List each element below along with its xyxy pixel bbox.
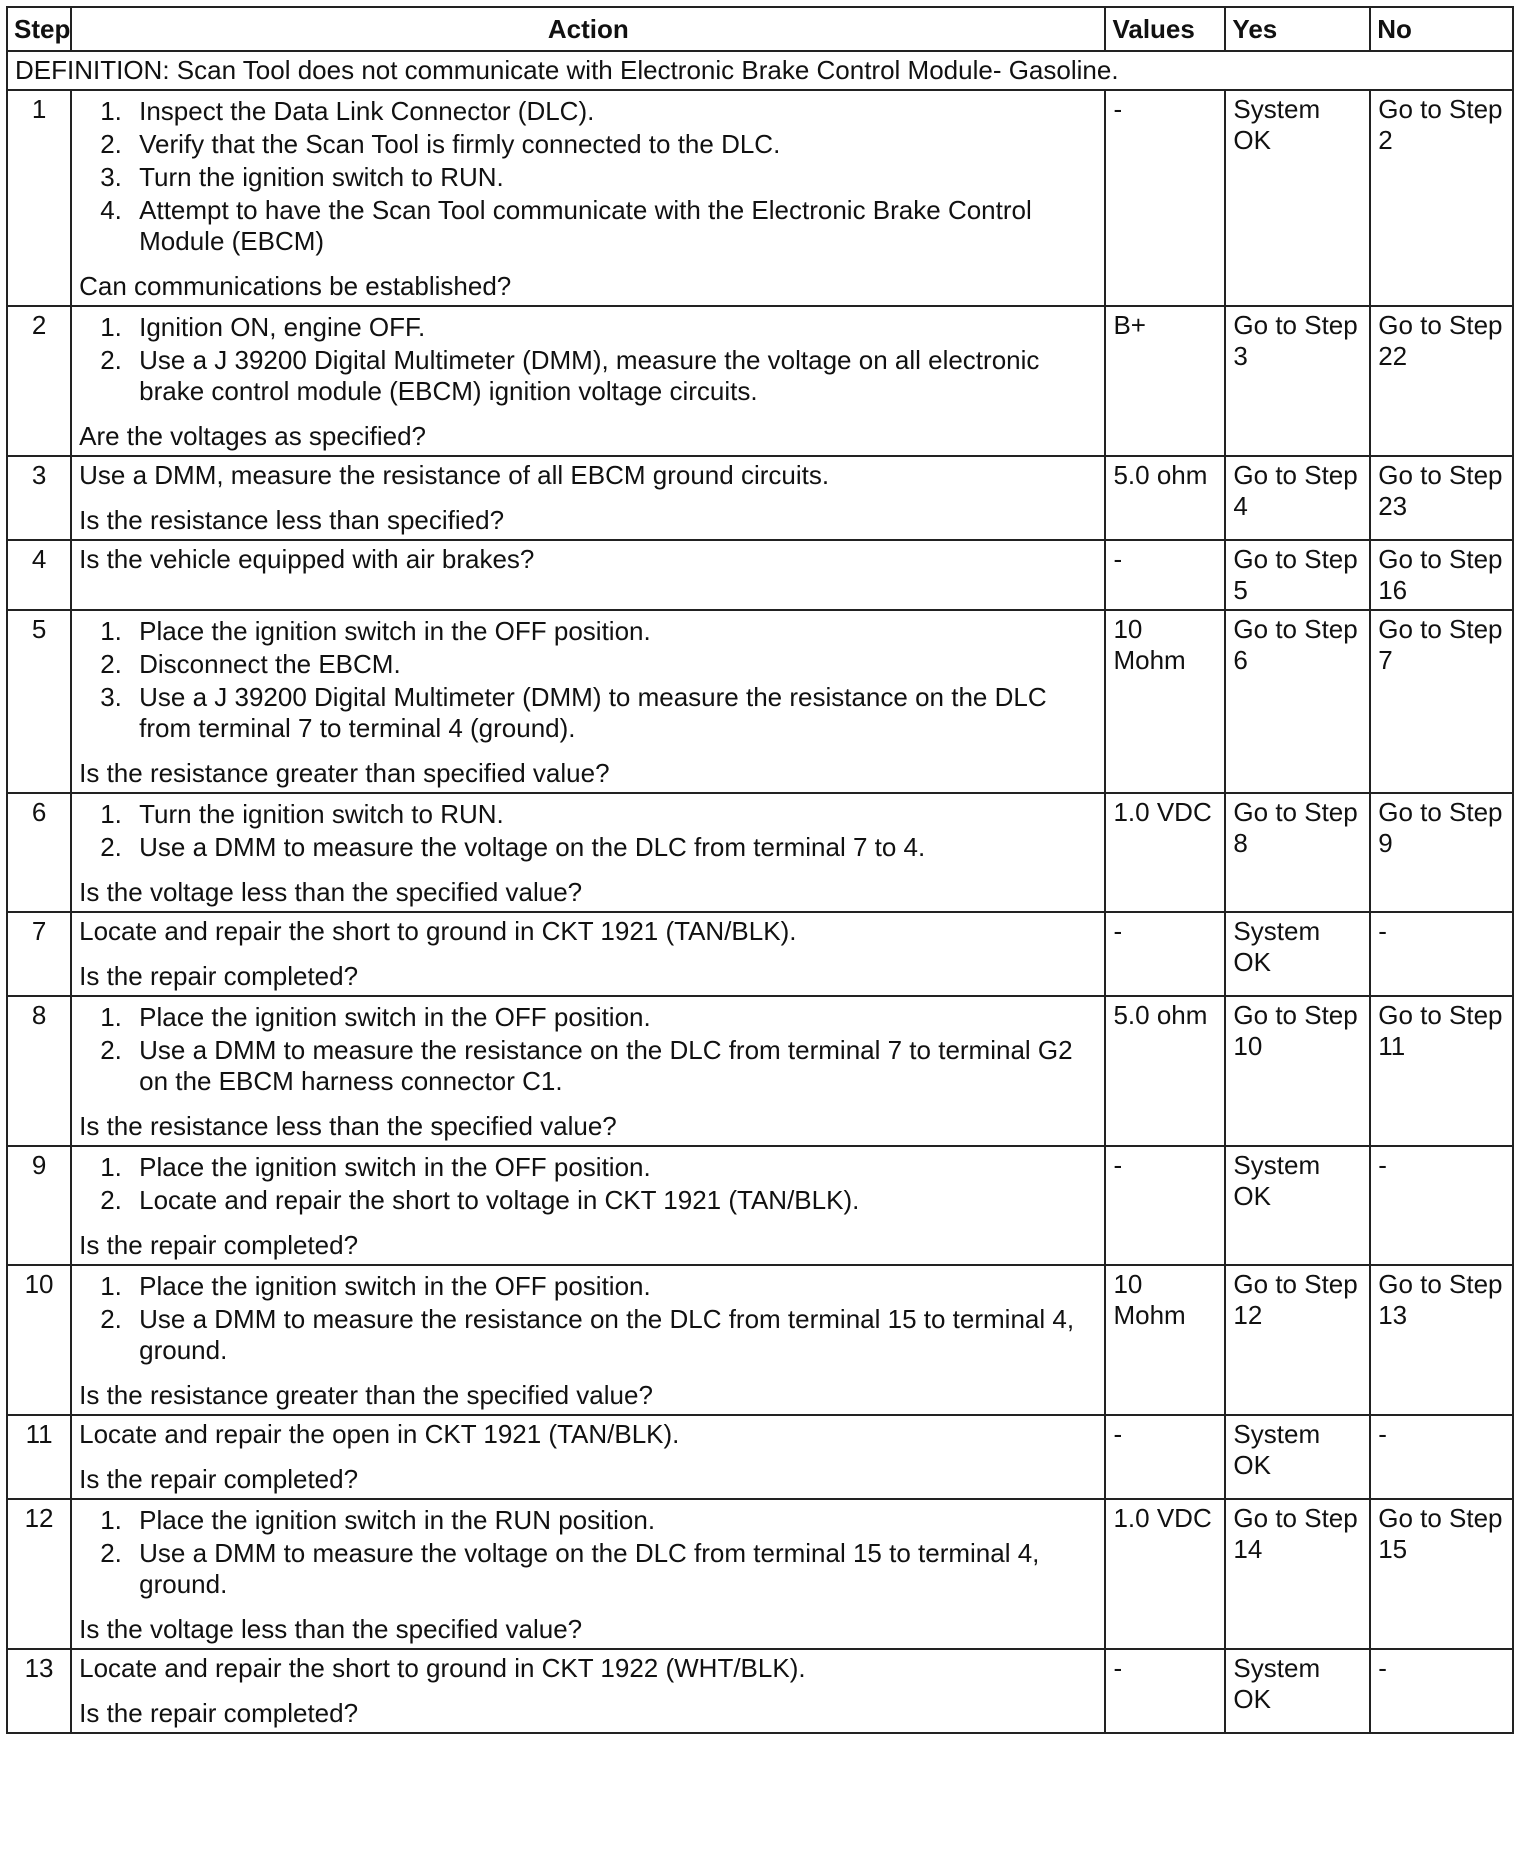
header-step: Step	[7, 7, 71, 51]
action-item: 1. Place the ignition switch in the OFF position.	[129, 1271, 1097, 1302]
action-cell	[71, 793, 1105, 912]
action-question: Is the resistance less than the specified value?	[79, 1111, 617, 1141]
action-item: 2. Verify that the Scan Tool is firmly connected to the DLC.	[129, 129, 1097, 160]
yes-cell: System OK	[1225, 90, 1370, 306]
action-item: 1. Place the ignition switch in the OFF position.	[129, 1152, 1097, 1183]
definition-text: DEFINITION: Scan Tool does not communicate with Electronic Brake Control Module- Gasoline.	[7, 51, 1513, 90]
no-cell: -	[1370, 1649, 1513, 1733]
table-row	[7, 456, 1513, 540]
action-cell	[71, 306, 1105, 456]
step-number: 1	[7, 90, 71, 306]
action-question: Is the voltage less than the specified value?	[79, 1614, 583, 1644]
yes-cell: Go to Step 8	[1225, 793, 1370, 912]
values-cell: B+	[1105, 306, 1225, 456]
no-cell: Go to Step 23	[1370, 456, 1513, 540]
action-item: 3. Turn the ignition switch to RUN.	[129, 162, 1097, 193]
action-cell	[71, 1649, 1105, 1733]
table-row	[7, 1499, 1513, 1649]
action-item: 1. Ignition ON, engine OFF.	[129, 312, 1097, 343]
definition-row	[7, 51, 1513, 90]
table-row	[7, 793, 1513, 912]
action-item: 3. Use a J 39200 Digital Multimeter (DMM) to measure the resistance on the DLC from terminal 7 to terminal 4 (ground).	[129, 682, 1097, 744]
action-question: Is the resistance greater than the specified value?	[79, 1380, 653, 1410]
values-cell: 10 Mohm	[1105, 610, 1225, 793]
action-cell	[71, 456, 1105, 540]
no-cell: Go to Step 16	[1370, 540, 1513, 610]
values-cell: -	[1105, 1146, 1225, 1265]
action-question: Is the repair completed?	[79, 1464, 359, 1494]
values-cell: -	[1105, 540, 1225, 610]
action-question: Is the resistance less than specified?	[79, 505, 505, 535]
yes-cell: Go to Step 14	[1225, 1499, 1370, 1649]
action-cell	[71, 912, 1105, 996]
diagnostic-table	[6, 6, 1514, 1734]
action-list	[79, 1505, 1097, 1600]
step-number: 4	[7, 540, 71, 610]
table-row	[7, 1146, 1513, 1265]
action-item: 1. Place the ignition switch in the OFF position.	[129, 1002, 1097, 1033]
step-number: 7	[7, 912, 71, 996]
header-yes: Yes	[1225, 7, 1370, 51]
step-number: 9	[7, 1146, 71, 1265]
action-cell	[71, 1265, 1105, 1415]
no-cell: Go to Step 9	[1370, 793, 1513, 912]
no-cell: -	[1370, 1146, 1513, 1265]
action-cell	[71, 610, 1105, 793]
yes-cell: Go to Step 3	[1225, 306, 1370, 456]
yes-cell: Go to Step 12	[1225, 1265, 1370, 1415]
step-number: 13	[7, 1649, 71, 1733]
action-item: 2. Use a DMM to measure the resistance on the DLC from terminal 7 to terminal G2 on the EBCM harness connector C1.	[129, 1035, 1097, 1097]
action-cell	[71, 1499, 1105, 1649]
yes-cell: Go to Step 6	[1225, 610, 1370, 793]
action-item: 1. Place the ignition switch in the OFF position.	[129, 616, 1097, 647]
no-cell: Go to Step 15	[1370, 1499, 1513, 1649]
action-text: Is the vehicle equipped with air brakes?	[79, 544, 535, 574]
action-question: Is the voltage less than the specified value?	[79, 877, 583, 907]
table-row	[7, 912, 1513, 996]
step-number: 8	[7, 996, 71, 1146]
no-cell: Go to Step 22	[1370, 306, 1513, 456]
header-action: Action	[71, 7, 1105, 51]
action-cell	[71, 1415, 1105, 1499]
step-number: 5	[7, 610, 71, 793]
action-question: Is the resistance greater than specified value?	[79, 758, 610, 788]
table-row	[7, 610, 1513, 793]
yes-cell: Go to Step 5	[1225, 540, 1370, 610]
yes-cell: Go to Step 10	[1225, 996, 1370, 1146]
action-item: 2. Use a DMM to measure the voltage on the DLC from terminal 15 to terminal 4, ground.	[129, 1538, 1097, 1600]
no-cell: Go to Step 11	[1370, 996, 1513, 1146]
step-number: 11	[7, 1415, 71, 1499]
table-row	[7, 1265, 1513, 1415]
step-number: 10	[7, 1265, 71, 1415]
action-question: Is the repair completed?	[79, 1230, 359, 1260]
action-cell	[71, 1146, 1105, 1265]
table-row	[7, 540, 1513, 610]
values-cell: 5.0 ohm	[1105, 456, 1225, 540]
header-row	[7, 7, 1513, 51]
no-cell: Go to Step 7	[1370, 610, 1513, 793]
action-cell	[71, 90, 1105, 306]
action-text: Locate and repair the open in CKT 1921 (TAN/BLK).	[79, 1419, 680, 1449]
action-question: Is the repair completed?	[79, 1698, 359, 1728]
values-cell: 10 Mohm	[1105, 1265, 1225, 1415]
values-cell: -	[1105, 1415, 1225, 1499]
header-values: Values	[1105, 7, 1225, 51]
action-item: 4. Attempt to have the Scan Tool communicate with the Electronic Brake Control Module (EBCM)	[129, 195, 1097, 257]
values-cell: -	[1105, 1649, 1225, 1733]
yes-cell: System OK	[1225, 912, 1370, 996]
action-cell	[71, 540, 1105, 610]
values-cell: -	[1105, 90, 1225, 306]
action-text: Locate and repair the short to ground in CKT 1921 (TAN/BLK).	[79, 916, 797, 946]
action-question: Are the voltages as specified?	[79, 421, 426, 451]
yes-cell: Go to Step 4	[1225, 456, 1370, 540]
no-cell: -	[1370, 912, 1513, 996]
step-number: 12	[7, 1499, 71, 1649]
action-item: 2. Disconnect the EBCM.	[129, 649, 1097, 680]
action-list	[79, 799, 1097, 863]
values-cell: 1.0 VDC	[1105, 793, 1225, 912]
header-no: No	[1370, 7, 1513, 51]
action-list	[79, 312, 1097, 407]
step-number: 2	[7, 306, 71, 456]
no-cell: Go to Step 13	[1370, 1265, 1513, 1415]
table-row	[7, 996, 1513, 1146]
action-item: 1. Turn the ignition switch to RUN.	[129, 799, 1097, 830]
action-item: 2. Use a DMM to measure the voltage on the DLC from terminal 7 to 4.	[129, 832, 1097, 863]
action-list	[79, 1002, 1097, 1097]
action-item: 2. Locate and repair the short to voltage in CKT 1921 (TAN/BLK).	[129, 1185, 1097, 1216]
values-cell: -	[1105, 912, 1225, 996]
no-cell: -	[1370, 1415, 1513, 1499]
step-number: 6	[7, 793, 71, 912]
action-list	[79, 1271, 1097, 1366]
action-item: 1. Place the ignition switch in the RUN position.	[129, 1505, 1097, 1536]
action-list	[79, 96, 1097, 257]
action-item: 2. Use a J 39200 Digital Multimeter (DMM), measure the voltage on all electronic brake control module (EBCM) ignition voltage circuits.	[129, 345, 1097, 407]
step-number: 3	[7, 456, 71, 540]
action-question: Is the repair completed?	[79, 961, 359, 991]
action-text: Use a DMM, measure the resistance of all EBCM ground circuits.	[79, 460, 830, 490]
yes-cell: System OK	[1225, 1146, 1370, 1265]
action-list	[79, 1152, 1097, 1216]
table-row	[7, 90, 1513, 306]
no-cell: Go to Step 2	[1370, 90, 1513, 306]
table-row	[7, 1649, 1513, 1733]
yes-cell: System OK	[1225, 1649, 1370, 1733]
table-row	[7, 1415, 1513, 1499]
action-cell	[71, 996, 1105, 1146]
action-item: 2. Use a DMM to measure the resistance on the DLC from terminal 15 to terminal 4, ground.	[129, 1304, 1097, 1366]
action-list	[79, 616, 1097, 744]
values-cell: 5.0 ohm	[1105, 996, 1225, 1146]
yes-cell: System OK	[1225, 1415, 1370, 1499]
action-text: Locate and repair the short to ground in CKT 1922 (WHT/BLK).	[79, 1653, 806, 1683]
action-item: 1. Inspect the Data Link Connector (DLC).	[129, 96, 1097, 127]
table-row	[7, 306, 1513, 456]
action-question: Can communications be established?	[79, 271, 512, 301]
values-cell: 1.0 VDC	[1105, 1499, 1225, 1649]
